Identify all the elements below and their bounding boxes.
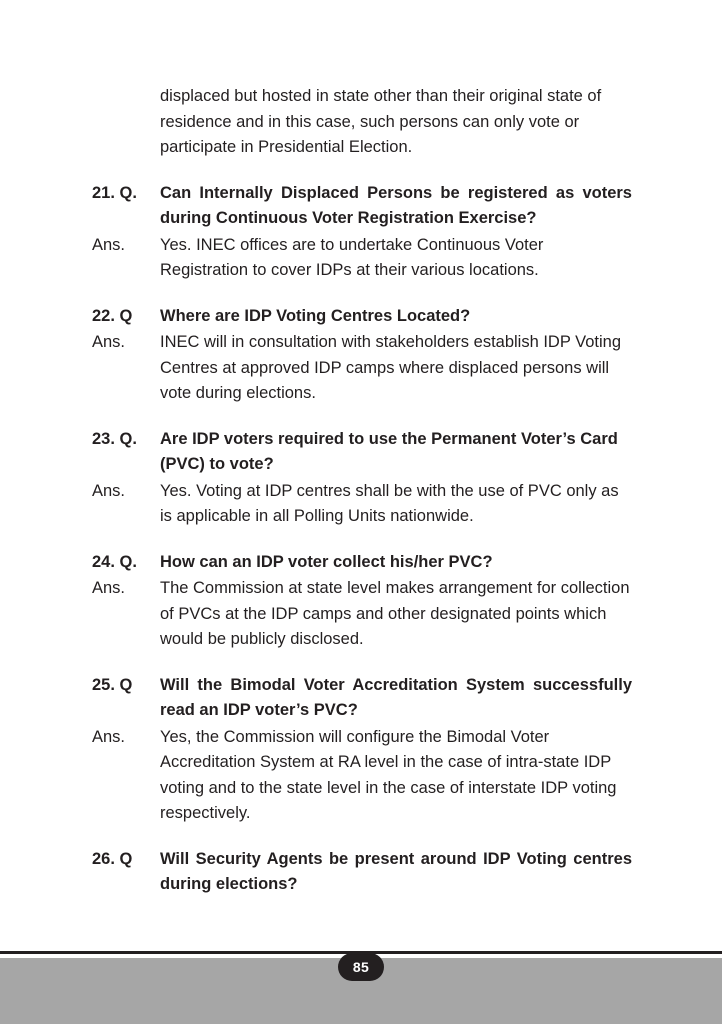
answer-row [92,725,632,827]
answer-label: Ans. [92,579,126,597]
question-text: Can Internally Displaced Persons be registered as voters during Continuous Voter Registration Exercise? [160,183,632,227]
answer-label: Ans. [92,235,126,254]
question-row [92,181,632,232]
answer-text: Yes. Voting at IDP centres shall be with the use of PVC only as is applicable in all Polling Units nationwide. [160,481,619,525]
question-row [92,673,632,724]
question-number: 21. Q. [92,183,137,202]
question-text: Are IDP voters required to use the Permanent Voter’s Card (PVC) to vote? [160,429,618,473]
answer-label: Ans. [92,727,126,746]
qa-item-22 [92,304,632,407]
question-text: Where are IDP Voting Centres Located? [160,306,471,325]
qa-item-23 [92,427,632,530]
answer-label: Ans. [92,333,126,351]
question-number: 22. Q [92,306,133,325]
qa-item-21 [92,181,632,284]
question-text: How can an IDP voter collect his/her PVC? [160,552,493,571]
question-row [92,550,632,576]
question-row [92,427,632,478]
question-number: 25. Q [92,675,133,694]
question-row [92,847,632,898]
question-number: 24. Q. [92,552,137,571]
answer-text: The Commission at state level makes arrangement for collection of PVCs at the IDP camps and other designated points which would be publicly disclosed. [160,579,630,648]
answer-text: INEC will in consultation with stakeholders establish IDP Voting Centres at approved IDP camps where displaced persons will vote during elections. [160,333,622,402]
question-text: Will Security Agents be present around IDP Voting centres during elections? [160,849,632,893]
question-row [92,304,632,330]
answer-row [92,330,632,407]
qa-item-25 [92,673,632,827]
answer-label: Ans. [92,481,126,500]
answer-row [92,576,632,653]
answer-text: Yes. INEC offices are to undertake Continuous Voter Registration to cover IDPs at their various locations. [160,235,544,279]
question-text: Will the Bimodal Voter Accreditation System successfully read an IDP voter’s PVC? [160,675,632,719]
continuation-paragraph: displaced but hosted in state other than their original state of residence and in this case, such persons can only vote or participate in Presidential Election. [160,87,602,156]
page-number-badge: 85 [338,953,384,981]
answer-text: Yes, the Commission will configure the Bimodal Voter Accreditation System at RA level in the case of intra-state IDP voting and to the state level in the case of interstate IDP voting respectively. [160,727,617,822]
question-number: 23. Q. [92,429,137,448]
answer-row [92,233,632,284]
question-number: 26. Q [92,849,133,868]
page-content [92,84,632,898]
qa-item-26 [92,847,632,898]
qa-item-24 [92,550,632,653]
answer-row [92,479,632,530]
